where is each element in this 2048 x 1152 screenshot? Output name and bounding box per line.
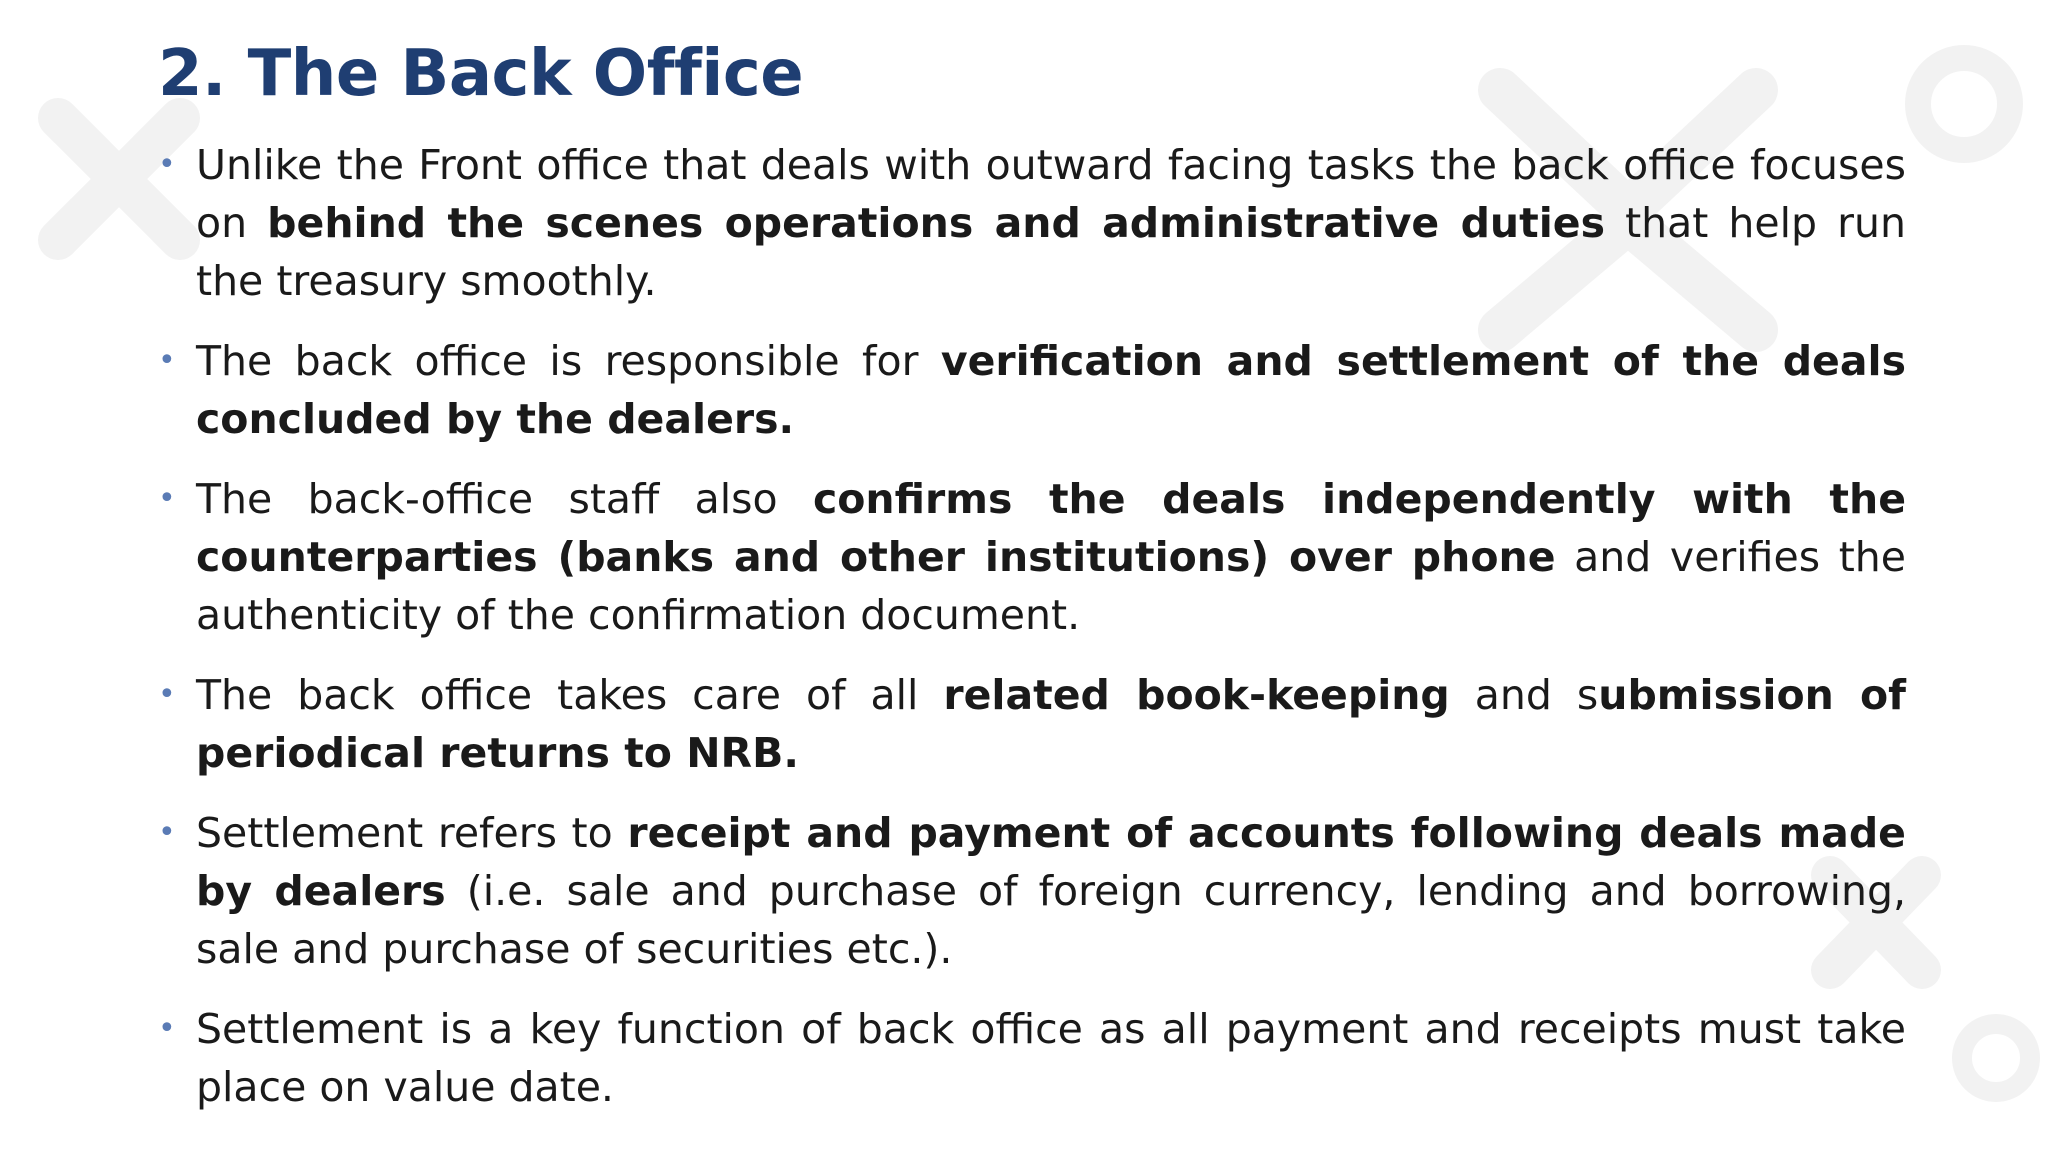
bullet-text-bold: receipt and payment of accounts following deals made by dealers: [196, 809, 1906, 915]
ring-icon: [1918, 58, 2010, 150]
page-title: 2. The Back Office: [158, 37, 804, 111]
bullet-text: The back-office staff also: [196, 475, 813, 523]
bullet-dot-icon: •: [158, 677, 176, 712]
bullet-text: and verifies the authenticity of the confirmation document.: [196, 533, 1906, 639]
bullet-text: Settlement refers to: [196, 809, 628, 857]
bullet-text: that help run the treasury smoothly.: [196, 199, 1906, 305]
bullet-text: Unlike the Front office that deals with outward facing tasks the back office focuses on: [196, 141, 1906, 247]
bullet-text-bold: ubmission of periodical returns to NRB.: [196, 671, 1907, 777]
bullet-dot-icon: •: [158, 147, 176, 182]
bullet-list: [158, 136, 1906, 1138]
bullet-dot-icon: •: [158, 815, 176, 850]
bullet-text: Settlement is a key function of back office as all payment and receipts must take place on value date.: [196, 1005, 1906, 1111]
bullet-item: [158, 1000, 1906, 1116]
bullet-dot-icon: •: [158, 343, 176, 378]
bullet-item: [158, 666, 1906, 782]
bullet-text: The back office is responsible for: [196, 337, 941, 385]
bullet-text-bold: confirms the deals independently with the counterparties (banks and other institutions) over phone: [196, 475, 1907, 581]
bullet-text: (i.e. sale and purchase of foreign currency, lending and borrowing, sale and purchase of securities etc.).: [196, 867, 1907, 973]
bullet-text: and s: [1449, 671, 1599, 719]
bullet-dot-icon: •: [158, 481, 176, 516]
bullet-text-bold: verification and settlement of the deals concluded by the dealers.: [196, 337, 1906, 443]
ring-icon: [1962, 1024, 2030, 1092]
bullet-dot-icon: •: [158, 1011, 176, 1046]
bullet-text-bold: behind the scenes operations and administrative duties: [267, 199, 1605, 247]
bullet-item: [158, 804, 1906, 978]
bullet-text-bold: related book-keeping: [943, 671, 1450, 719]
bullet-item: [158, 470, 1906, 644]
bullet-text: The back office takes care of all: [196, 671, 944, 719]
bullet-item: [158, 332, 1906, 448]
bullet-item: [158, 136, 1906, 310]
